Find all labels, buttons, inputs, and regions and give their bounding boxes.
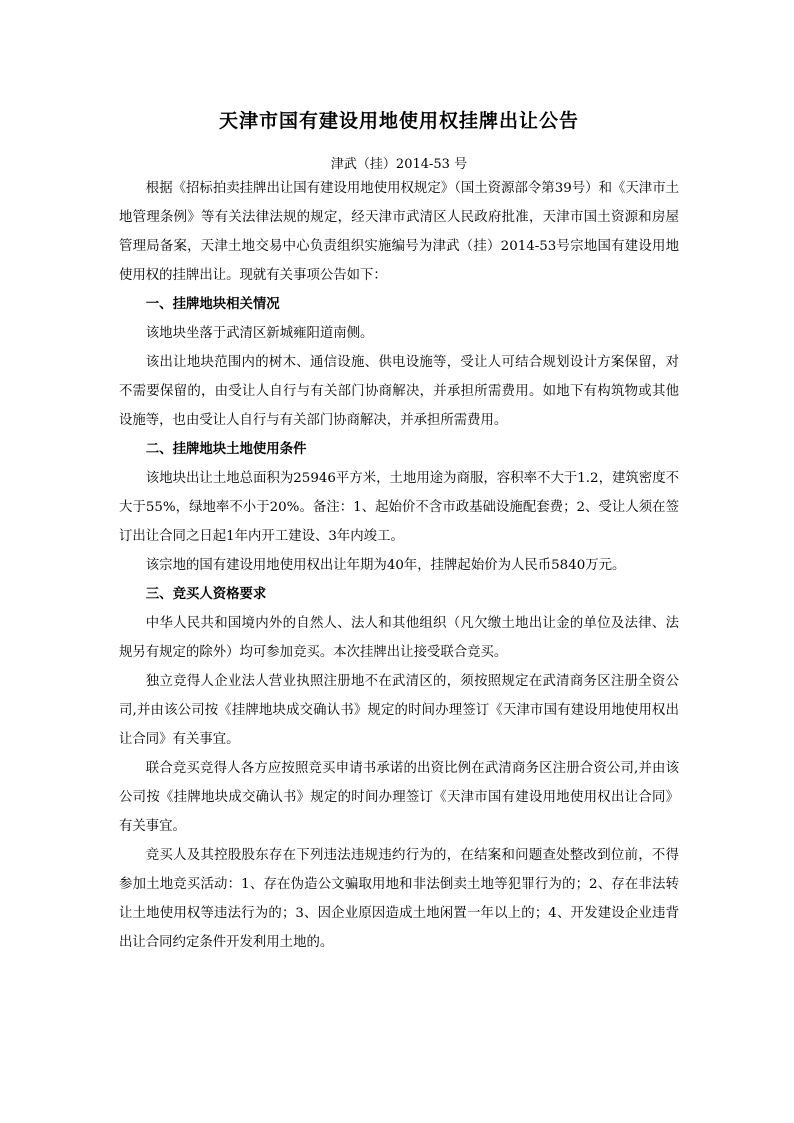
document-body	[119, 100, 679, 957]
section-heading-2: 二、挂牌地块土地使用条件	[145, 442, 307, 457]
section-2-paragraph-2: 该宗地的国有建设用地使用权出让年期为40年，挂牌起始价为人民币5840万元。	[145, 558, 626, 573]
section-3-paragraph-4: 竞买人及其控股股东存在下列违法违规违约行为的，在结案和问题查处整改到位前，不得参加土地竞买活动：1、存在伪造公文骗取用地和非法倒卖土地等犯罪行为的；2、存在非法转让土地使用权等违法行为的；3、因企业原因造成土地闲置一年以上的；4、开发建设企业违背出让合同约定条件开发利用土地的。	[119, 848, 679, 950]
section-3-paragraph-2: 独立竞得人企业法人营业执照注册地不在武清区的，须按照规定在武清商务区注册全资公司,并由该公司按《挂牌地块成交确认书》规定的时间办理签订《天津市国有建设用地使用权出让合同》有关事宜。	[119, 674, 679, 747]
section-3-paragraph-3: 联合竞买竞得人各方应按照竞买申请书承诺的出资比例在武清商务区注册合资公司,并由该公司按《挂牌地块成交确认书》规定的时间办理签订《天津市国有建设用地使用权出让合同》有关事宜。	[119, 761, 679, 834]
section-1-paragraph-1: 该地块坐落于武清区新城雍阳道南侧。	[145, 326, 374, 341]
intro-paragraph: 根据《招标拍卖挂牌出让国有建设用地使用权规定》（国土资源部令第39号）和《天津市土地管理条例》等有关法律法规的规定，经天津市武清区人民政府批准，天津市国土资源和房屋管理局备案，天津土地交易中心负责组织实施编号为津武（挂）2014-53号宗地国有建设用地使用权的挂牌出让。现就有关事项公告如下：	[119, 181, 679, 283]
section-heading-3: 三、竞买人资格要求	[145, 587, 267, 602]
document-number: 津武（挂）2014-53 号	[330, 157, 468, 172]
section-heading-1: 一、挂牌地块相关情况	[145, 297, 280, 312]
section-3-paragraph-1: 中华人民共和国境内外的自然人、法人和其他组织（凡欠缴土地出让金的单位及法律、法规另有规定的除外）均可参加竞买。本次挂牌出让接受联合竞买。	[119, 616, 679, 660]
section-2-paragraph-1: 该地块出让土地总面积为25946平方米，土地用途为商服，容积率不大于1.2，建筑密度不大于55%，绿地率不小于20%。备注：1、起始价不含市政基础设施配套费；2、受让人须在签订出让合同之日起1年内开工建设、3年内竣工。	[119, 471, 679, 544]
section-1-paragraph-2: 该出让地块范围内的树木、通信设施、供电设施等，受让人可结合规划设计方案保留，对不需要保留的，由受让人自行与有关部门协商解决，并承担所需费用。如地下有构筑物或其他设施等，也由受让人自行与有关部门协商解决，并承担所需费用。	[119, 355, 679, 428]
page-title: 天津市国有建设用地使用权挂牌出让公告	[218, 110, 579, 132]
